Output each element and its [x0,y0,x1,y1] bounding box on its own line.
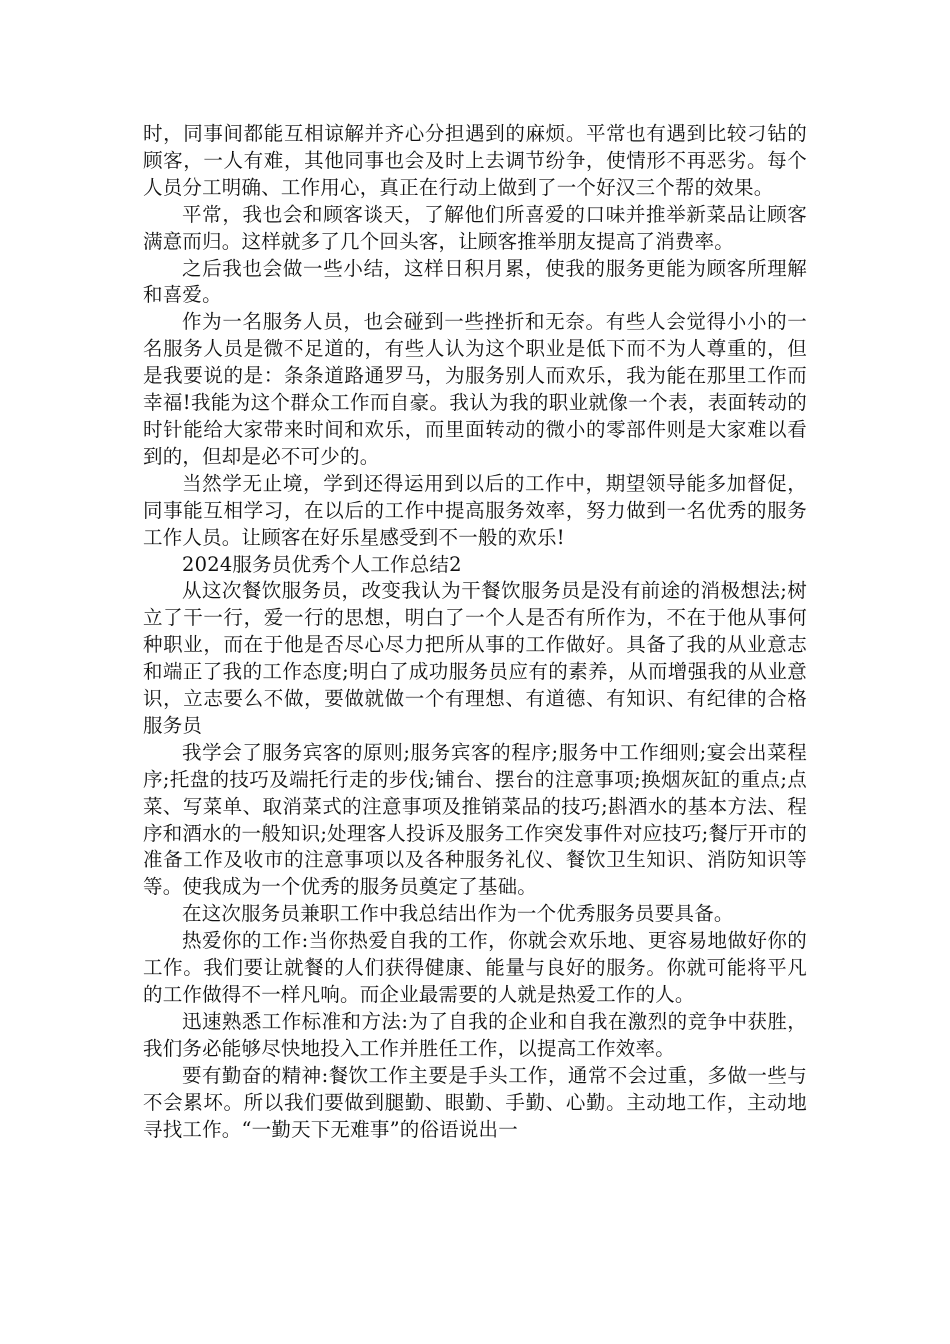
paragraph: 要有勤奋的精神:餐饮工作主要是手头工作，通常不会过重，多做一些与不会累坏。所以我们要做到腿勤、眼勤、手勤、心勤。主动地工作，主动地寻找工作。“一勤天下无难事”的俗语说出一 [143,1063,807,1141]
document-body [143,121,807,1143]
paragraph: 平常，我也会和顾客谈天，了解他们所喜爱的口味并推举新菜品让顾客满意而归。这样就多了几个回头客，让顾客推举朋友提高了消费率。 [143,202,807,253]
paragraph: 当然学无止境，学到还得运用到以后的工作中，期望领导能多加督促，同事能互相学习，在以后的工作中提高服务效率，努力做到一名优秀的服务工作人员。让顾客在好乐星感受到不一般的欢乐! [143,471,807,549]
paragraph: 从这次餐饮服务员，改变我认为干餐饮服务员是没有前途的消极想法;树立了干一行，爱一行的思想，明白了一个人是否有所作为，不在于他从事何种职业，而在于他是否尽心尽力把所从事的工作做好。具备了我的从业意志和端正了我的工作态度;明白了成功服务员应有的素养，从而增强我的从业意识，立志要么不做，要做就做一个有理想、有道德、有知识、有纪律的合格服务员 [143,579,807,737]
paragraph: 我学会了服务宾客的原则;服务宾客的程序;服务中工作细则;宴会出菜程序;托盘的技巧及端托行走的步伐;铺台、摆台的注意事项;换烟灰缸的重点;点菜、写菜单、取消菜式的注意事项及推销菜品的技巧;斟酒水的基本方法、程序和酒水的一般知识;处理客人投诉及服务工作突发事件对应技巧;餐厅开市的准备工作及收市的注意事项以及各种服务礼仪、餐饮卫生知识、消防知识等等。使我成为一个优秀的服务员奠定了基础。 [143,740,807,899]
paragraph: 之后我也会做一些小结，这样日积月累，使我的服务更能为顾客所理解和喜爱。 [143,256,807,307]
paragraph: 作为一名服务人员，也会碰到一些挫折和无奈。有些人会觉得小小的一名服务人员是微不足道的，有些人认为这个职业是低下而不为人尊重的，但是我要说的是：条条道路通罗马，为服务别人而欢乐，我为能在那里工作而幸福!我能为这个群众工作而自豪。我认为我的职业就像一个表，表面转动的时针能给大家带来时间和欢乐，而里面转动的微小的零部件则是大家难以看到的，但却是必不可少的。 [143,310,807,468]
paragraph: 在这次服务员兼职工作中我总结出作为一个优秀服务员要具备。 [182,902,734,926]
paragraph: 热爱你的工作:当你热爱自我的工作，你就会欢乐地、更容易地做好你的工作。我们要让就餐的人们获得健康、能量与良好的服务。你就可能将平凡的工作做得不一样凡响。而企业最需要的人就是热爱工作的人。 [143,929,807,1006]
paragraph: 迅速熟悉工作标准和方法:为了自我的企业和自我在激烈的竞争中获胜，我们务必能够尽快地投入工作并胜任工作，以提高工作效率。 [143,1009,807,1060]
section-heading: 2024服务员优秀个人工作总结2 [182,552,462,576]
paragraph-continuation: 时，同事间都能互相谅解并齐心分担遇到的麻烦。平常也有遇到比较刁钻的顾客，一人有难，其他同事也会及时上去调节纷争，使情形不再恶劣。每个人员分工明确、工作用心，真正在行动上做到了一个好汉三个帮的效果。 [143,122,807,199]
